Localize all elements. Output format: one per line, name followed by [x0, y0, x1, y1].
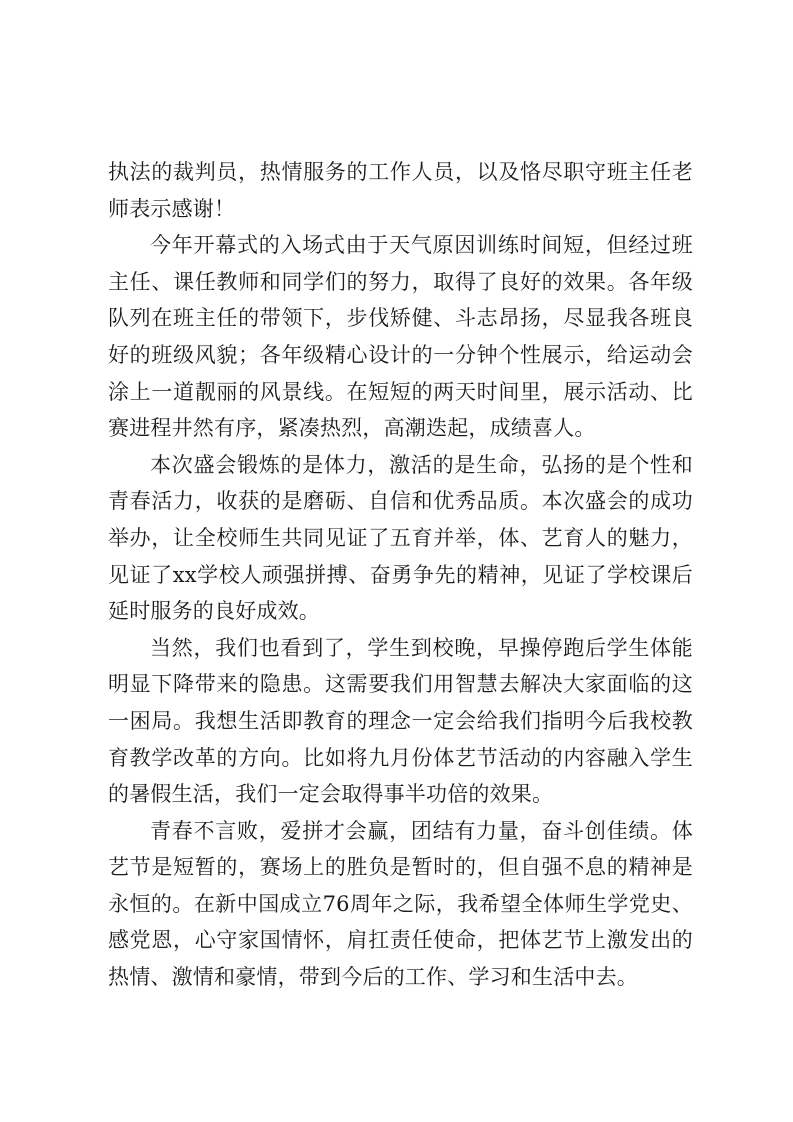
- document-body: [108, 154, 693, 996]
- paragraph-3: 本次盛会锻炼的是体力，激活的是生命，弘扬的是个性和青春活力，收获的是磨砺、自信和优秀品质。本次盛会的成功举办，让全校师生共同见证了五育并举，体、艺育人的魅力，见证了xx学校人顽强拼搏、奋勇争先的精神，见证了学校课后延时服务的良好成效。: [108, 452, 693, 624]
- paragraph-2: 今年开幕式的入场式由于天气原因训练时间短，但经过班主任、课任教师和同学们的努力，取得了良好的效果。各年级队列在班主任的带领下，步伐矫健、斗志昂扬，尽显我各班良好的班级风貌；各年级精心设计的一分钟个性展示，给运动会涂上一道靓丽的风景线。在短短的两天时间里，展示活动、比赛进程井然有序，紧凑热烈，高潮迭起，成绩喜人。: [108, 233, 693, 441]
- paragraph-5: 青春不言败，爱拼才会赢，团结有力量，奋斗创佳绩。体艺节是短暂的，赛场上的胜负是暂时的，但自强不息的精神是永恒的。在新中国成立76周年之际，我希望全体师生学党史、感党恩，心守家国情怀，肩扛责任使命，把体艺节上激发出的热情、激情和豪情，带到今后的工作、学习和生活中去。: [108, 818, 693, 990]
- paragraph-1: 执法的裁判员，热情服务的工作人员，以及恪尽职守班主任老师表示感谢！: [108, 160, 693, 221]
- paragraph-4: 当然，我们也看到了，学生到校晚，早操停跑后学生体能明显下降带来的隐患。这需要我们用智慧去解决大家面临的这一困局。我想生活即教育的理念一定会给我们指明今后我校教育教学改革的方向。比如将九月份体艺节活动的内容融入学生的暑假生活，我们一定会取得事半功倍的效果。: [108, 635, 693, 807]
